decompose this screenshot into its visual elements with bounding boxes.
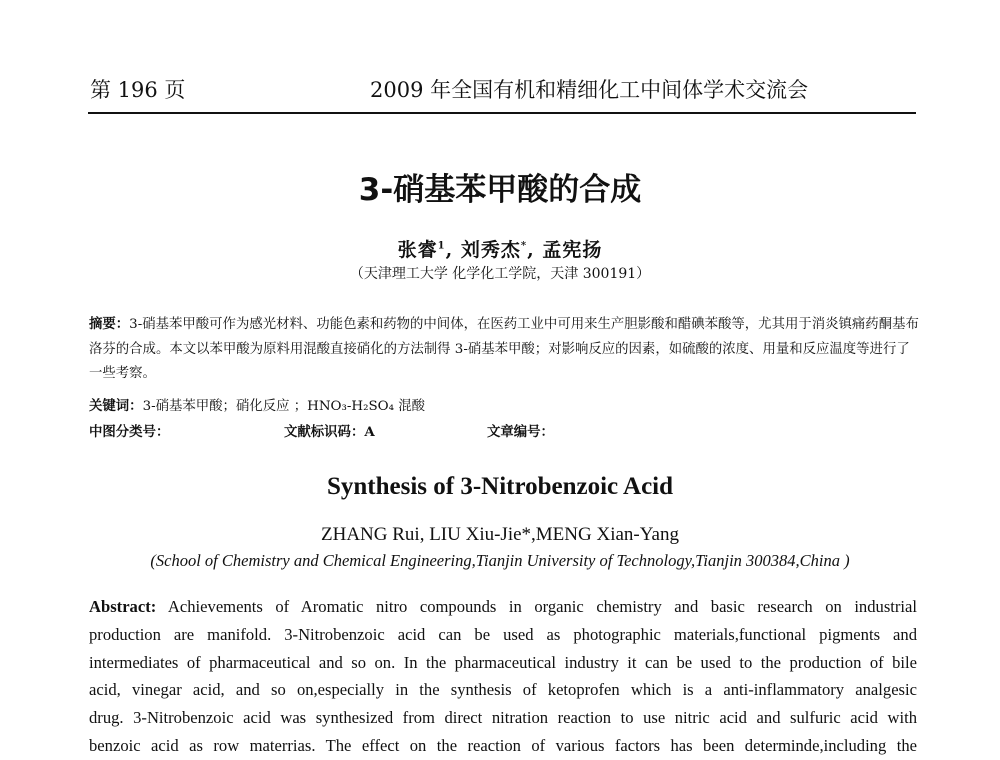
chinese-keywords <box>89 395 425 414</box>
english-title: Synthesis of 3-Nitrobenzoic Acid <box>326 473 674 500</box>
document-code-label: 文献标识码：A <box>284 424 375 440</box>
english-abstract-line: Abstract: Achievements of Aromatic nitro compounds in organic chemistry and basic research on industrial <box>89 597 917 616</box>
english-authors: ZHANG Rui, LIU Xiu-Jie*,MENG Xian-Yang <box>321 524 679 545</box>
english-abstract <box>89 593 917 760</box>
author-separator: , <box>527 239 535 261</box>
english-abstract-line: acid, vinegar acid, and so on,especially in the synthesis of ketoprofen which is a anti-inflammatory analgesic <box>89 680 917 700</box>
english-affiliation: (School of Chemistry and Chemical Engineering,Tianjin University of Technology,Tianjin 300384,China ) <box>150 551 850 570</box>
chinese-keywords-text: 3-硝基苯甲酸；硝化反应 ；HNO₃-H₂SO₄ 混酸 <box>142 399 426 414</box>
english-abstract-label: Abstract: <box>89 597 157 616</box>
author-2-mark: * <box>520 240 528 252</box>
article-number-label: 文章编号： <box>487 424 554 440</box>
chinese-title: 3-硝基苯甲酸的合成 <box>358 172 642 208</box>
chinese-keywords-label: 关键词： <box>89 398 143 414</box>
chinese-authors <box>0 235 1000 262</box>
author-separator: , <box>445 239 454 261</box>
chinese-author-2: 刘秀杰 <box>460 239 521 261</box>
page-number-label: 第 196 页 <box>90 78 186 102</box>
chinese-abstract-text: 3-硝基苯甲酸可作为感光材料、功能色素和药物的中间体，在医药工业中可用来生产胆影酸和醋碘苯酸等，尤其用于消炎镇痛药酮基布洛芬的合成。本文以苯甲酸为原料用混酸直接硝化的方法制得 3-硝基苯甲酸；对影响反应的因素，如硫酸的浓度、用量和反应温度等进行了一些考察。 <box>89 317 919 381</box>
chinese-affiliation: （天津理工大学 化学化工学院，天津 300191） <box>349 266 651 282</box>
classification-label: 中图分类号： <box>89 424 170 440</box>
chinese-author-3: 孟宪扬 <box>542 239 603 261</box>
chinese-author-1: 张睿 <box>397 239 438 261</box>
chinese-abstract-label: 摘要： <box>89 316 130 332</box>
english-abstract-line: production are manifold. 3-Nitrobenzoic acid can be used as photographic materials,functional pigments and <box>89 624 917 644</box>
english-abstract-line: intermediates of pharmaceutical and so on. In the pharmaceutical industry it can be used to the production of bile <box>89 652 917 672</box>
english-abstract-line: benzoic acid as row materrias. The effect on the reaction of various factors has been determinde,including the <box>89 735 917 755</box>
author-1-mark: 1 <box>437 240 446 252</box>
chinese-abstract <box>89 312 919 387</box>
conference-header: 2009 年全国有机和精细化工中间体学术交流会 <box>370 78 809 102</box>
english-abstract-line: drug. 3-Nitrobenzoic acid was synthesized from direct nitration reaction to use nitric acid and sulfuric acid with <box>89 708 917 728</box>
header-rule <box>88 112 916 114</box>
